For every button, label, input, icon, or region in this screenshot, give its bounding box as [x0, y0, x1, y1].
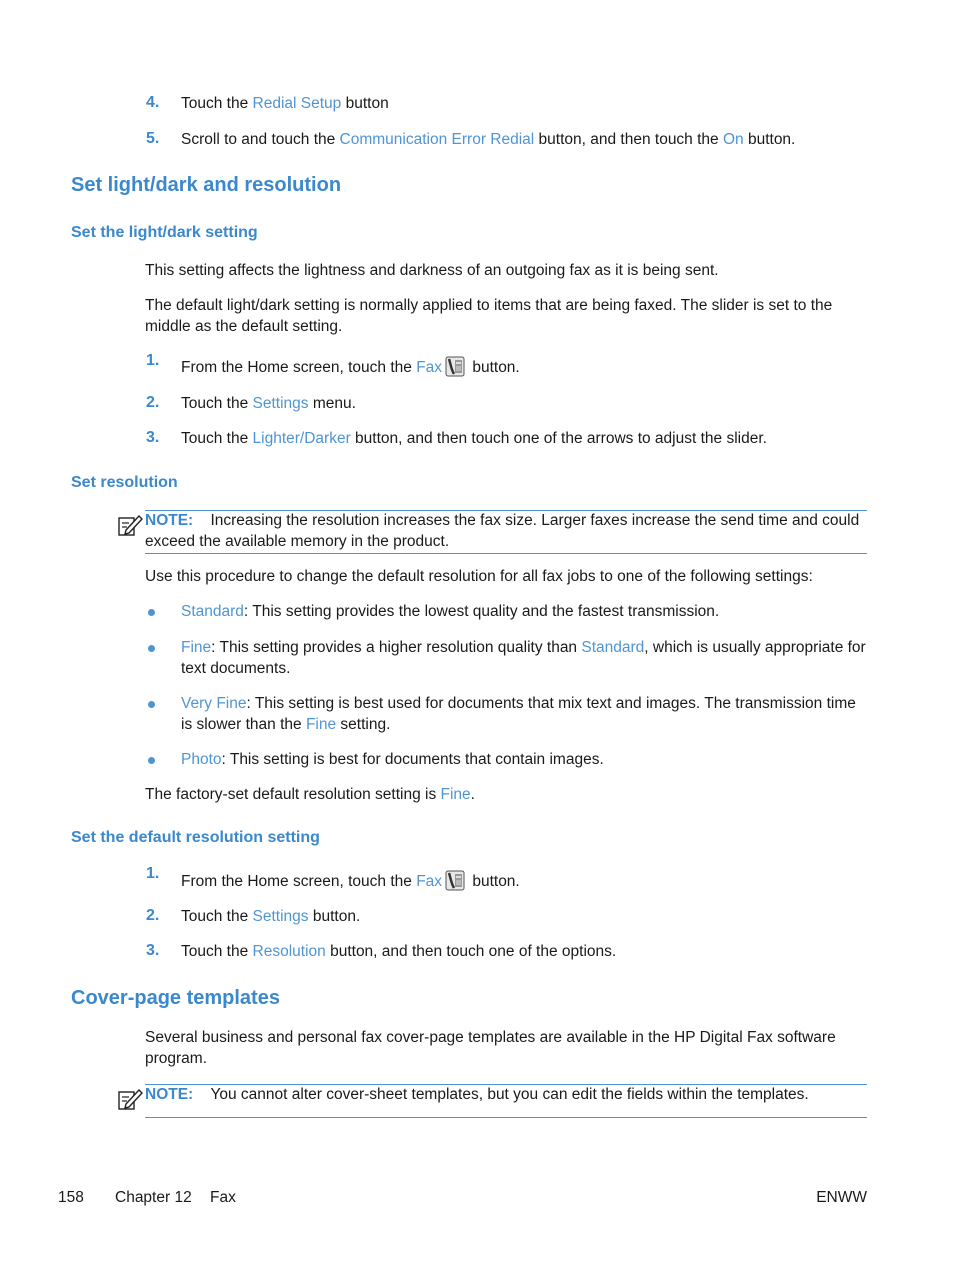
- step-text-post: menu.: [308, 395, 356, 412]
- list-item-text: : This setting provides a higher resolution quality than: [211, 639, 582, 656]
- ui-term-fax: Fax: [416, 359, 443, 376]
- step-text-post: button, and then touch one of the options.: [325, 943, 617, 960]
- list-item-text: : This setting is best used for documents that mix text and images. The transmission time is slower than the: [181, 695, 856, 733]
- paragraph: The default light/dark setting is normally applied to items that are being faxed. The slider is set to the middle as the default setting.: [145, 297, 833, 335]
- step-text-pre: Touch the: [181, 908, 253, 925]
- section-heading: Set light/dark and resolution: [71, 174, 342, 196]
- step-number: 2.: [146, 907, 160, 924]
- ui-term-fine: Fine: [305, 716, 337, 733]
- note-pencil-icon: [117, 513, 143, 537]
- list-item-text: , which is usually appropriate for text documents.: [181, 639, 866, 677]
- paragraph: Several business and personal fax cover-page templates are available in the HP Digital Fax software program.: [145, 1029, 836, 1067]
- ui-term-standard: Standard: [581, 639, 645, 656]
- step-text: [181, 395, 356, 413]
- list-item: [181, 749, 871, 770]
- paragraph: This setting affects the lightness and darkness of an outgoing fax as it is being sent.: [145, 262, 719, 279]
- fax-icon: [445, 355, 465, 377]
- note-box: [145, 1084, 867, 1105]
- paragraph-text: .: [470, 786, 475, 803]
- subsection-heading: Set the light/dark setting: [71, 224, 258, 241]
- step-number: 2.: [146, 394, 160, 411]
- step-text-post: button, and then touch one of the arrows to adjust the slider.: [350, 430, 767, 447]
- step-text: [181, 355, 520, 377]
- section-heading: Cover-page templates: [71, 987, 280, 1009]
- step-text-pre: Touch the: [181, 430, 253, 447]
- note-label: NOTE:: [145, 1086, 194, 1103]
- step-text-post: button: [341, 95, 389, 112]
- note-label: NOTE:: [145, 512, 194, 529]
- bullet: [148, 701, 155, 708]
- ui-term-fine: Fine: [181, 639, 212, 656]
- step-text-pre: Touch the: [181, 943, 253, 960]
- step-text-pre: Touch the: [181, 95, 253, 112]
- step-text: [181, 95, 389, 113]
- ui-term-settings: Settings: [252, 395, 309, 412]
- list-item: [181, 601, 871, 622]
- note-box: [145, 510, 867, 552]
- ui-term-settings: Settings: [252, 908, 309, 925]
- step-text-pre: Scroll to and touch the: [181, 131, 340, 148]
- ui-term-communication-error-redial: Communication Error Redial: [339, 131, 535, 148]
- step-text-post: button.: [468, 873, 520, 890]
- bullet: [148, 609, 155, 616]
- list-item-text: : This setting is best for documents that contain images.: [221, 751, 604, 768]
- ui-term-resolution: Resolution: [252, 943, 326, 960]
- note-bottom-rule: [145, 1117, 867, 1118]
- ui-term-standard: Standard: [181, 603, 244, 620]
- chapter-title: Fax: [210, 1189, 236, 1206]
- step-number: 3.: [146, 429, 160, 446]
- ui-term-fax: Fax: [416, 873, 443, 890]
- paragraph-text: The factory-set default resolution setting is: [145, 786, 441, 803]
- page-number: 158: [58, 1189, 84, 1206]
- chapter-label: Chapter 12: [115, 1189, 192, 1206]
- paragraph: Use this procedure to change the default resolution for all fax jobs to one of the following settings:: [145, 568, 813, 585]
- list-item: [181, 637, 871, 679]
- step-text: [181, 131, 795, 149]
- ui-term-on: On: [722, 131, 744, 148]
- step-text: [181, 430, 767, 448]
- step-text-post: button.: [743, 131, 796, 148]
- step-number: 3.: [146, 942, 160, 959]
- subsection-heading: Set the default resolution setting: [71, 829, 320, 846]
- paragraph: [145, 784, 865, 805]
- step-number: 5.: [146, 130, 160, 147]
- list-item: [181, 693, 871, 735]
- note-text: You cannot alter cover-sheet templates, but you can edit the fields within the templates.: [210, 1086, 809, 1103]
- ui-term-very-fine: Very Fine: [181, 695, 247, 712]
- note-bottom-rule: [145, 553, 867, 554]
- step-text-post: button.: [468, 359, 520, 376]
- step-number: 1.: [146, 352, 160, 369]
- ui-term-photo: Photo: [181, 751, 222, 768]
- subsection-heading: Set resolution: [71, 474, 178, 491]
- ui-term-redial-setup: Redial Setup: [252, 95, 342, 112]
- step-text-pre: From the Home screen, touch the: [181, 873, 417, 890]
- note-text: Increasing the resolution increases the fax size. Larger faxes increase the send time and could exceed the available memory in the product.: [145, 512, 860, 550]
- step-text: [181, 908, 360, 926]
- list-item-text: setting.: [336, 716, 391, 733]
- footer-code: ENWW: [816, 1189, 867, 1206]
- step-text-mid: button, and then touch the: [534, 131, 723, 148]
- step-text: [181, 869, 520, 891]
- ui-term-fine: Fine: [440, 786, 471, 803]
- step-number: 4.: [146, 94, 160, 111]
- step-text-pre: From the Home screen, touch the: [181, 359, 417, 376]
- list-item-text: : This setting provides the lowest quality and the fastest transmission.: [243, 603, 720, 620]
- ui-term-lighter-darker: Lighter/Darker: [252, 430, 351, 447]
- bullet: [148, 757, 155, 764]
- step-number: 1.: [146, 865, 160, 882]
- step-text: [181, 943, 616, 961]
- step-text-post: button.: [308, 908, 361, 925]
- note-pencil-icon: [117, 1087, 143, 1111]
- bullet: [148, 645, 155, 652]
- fax-icon: [445, 869, 465, 891]
- step-text-pre: Touch the: [181, 395, 253, 412]
